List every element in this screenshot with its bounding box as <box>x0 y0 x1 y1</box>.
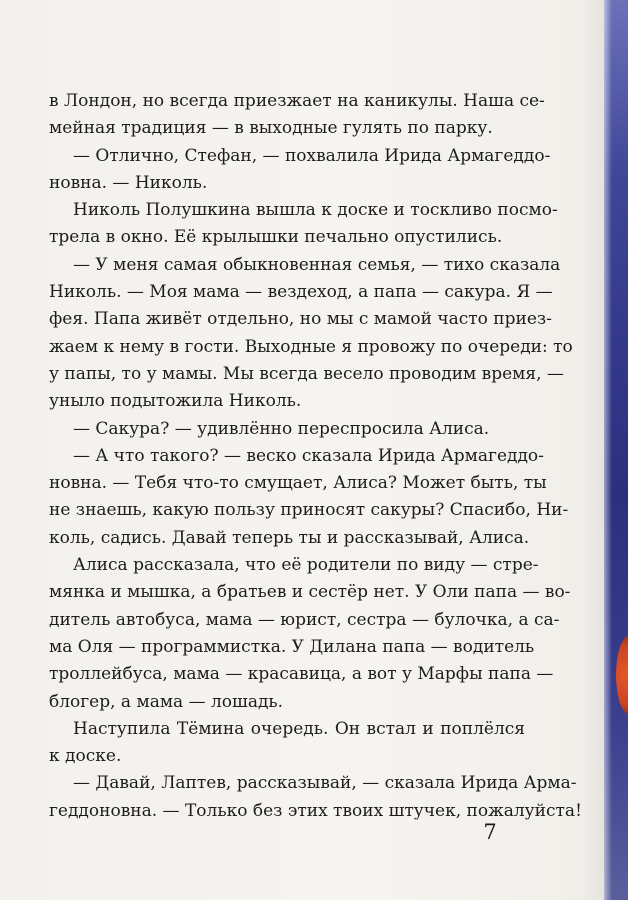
text-line: Николь. — Моя мама — вездеход, а папа — сакура. Я — <box>49 282 553 303</box>
text-line: не знаешь, какую пользу приносят сакуры? Спасибо, Ни- <box>49 500 569 521</box>
text-line: ма Оля — программистка. У Дилана папа — водитель <box>49 636 535 657</box>
text-line: у папы, то у мамы. Мы всегда весело проводим время, — <box>49 363 564 384</box>
text-line: блогер, а мама — лошадь. <box>49 691 284 712</box>
text-line: геддоновна. — Только без этих твоих штучек, пожалуйста! <box>49 800 582 821</box>
text-line: Алиса рассказала, что её родители по виду — стре- <box>73 555 539 576</box>
text-line: фея. Папа живёт отдельно, но мы с мамой часто приез- <box>49 309 552 330</box>
text-line: трела в окно. Её крылышки печально опустились. <box>49 227 503 248</box>
text-line: — А что такого? — веско сказала Ирида Армагеддо- <box>73 445 544 466</box>
text-line: дитель автобуса, мама — юрист, сестра — булочка, а са- <box>49 609 560 630</box>
text-line: в Лондон, но всегда приезжает на каникулы. Наша се- <box>49 91 545 111</box>
text-line: троллейбуса, мама — красавица, а вот у Марфы папа — <box>49 664 554 685</box>
text-line: — Сакура? — удивлённо переспросила Алиса. <box>73 418 490 439</box>
page-number: 7 <box>483 820 497 844</box>
text-line: Наступила Тёмина очередь. Он встал и поплёлся <box>73 718 525 739</box>
text-line: — Давай, Лаптев, рассказывай, — сказала Ирида Арма- <box>73 773 577 794</box>
text-line: мейная традиция — в выходные гулять по парку. <box>49 118 493 139</box>
page-edge-highlight <box>604 0 612 900</box>
text-line: уныло подытожила Николь. <box>49 391 302 412</box>
text-line: мянка и мышка, а братьев и сестёр нет. У Оли папа — во- <box>49 582 571 603</box>
text-line: к доске. <box>49 746 122 767</box>
text-line: жаем к нему в гости. Выходные я провожу по очереди: то <box>49 336 573 357</box>
text-line: — Отлично, Стефан, — похвалила Ирида Армагеддо- <box>73 145 551 166</box>
body-text <box>49 88 582 825</box>
text-line: Николь Полушкина вышла к доске и тоскливо посмо- <box>73 200 558 221</box>
text-line: новна. — Тебя что-то смущает, Алиса? Может быть, ты <box>49 473 547 494</box>
text-line: коль, садись. Давай теперь ты и рассказывай, Алиса. <box>49 527 530 548</box>
text-line: новна. — Николь. <box>49 172 208 193</box>
text-line: — У меня самая обыкновенная семья, — тихо сказала <box>73 254 561 275</box>
